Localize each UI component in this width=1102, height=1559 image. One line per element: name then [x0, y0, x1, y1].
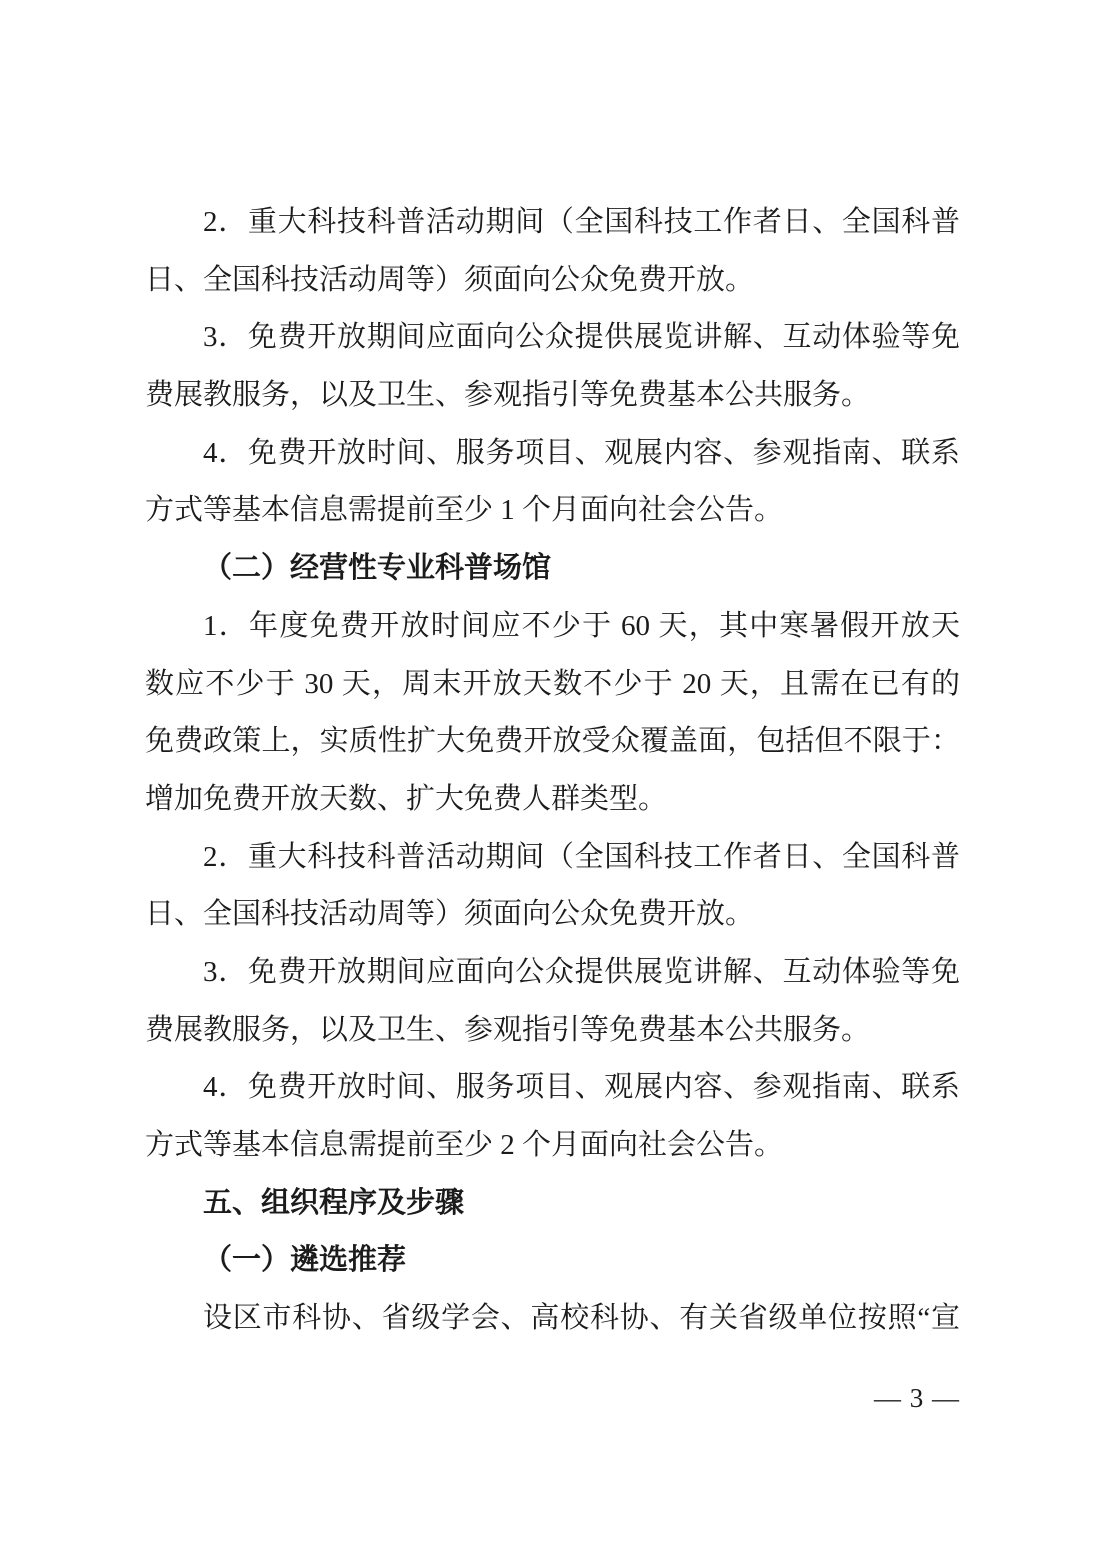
paragraph-line: 3．免费开放期间应面向公众提供展览讲解、互动体验等免	[203, 321, 960, 354]
page-number: — 3 —	[874, 1382, 960, 1413]
paragraph-line: 增加免费开放天数、扩大免费人群类型。	[145, 782, 668, 815]
paragraph-line: 设区市科协、省级学会、高校科协、有关省级单位按照“宣	[203, 1302, 960, 1335]
subsection-heading: （二）经营性专业科普场馆	[203, 552, 552, 585]
subsection-heading: （一）遴选推荐	[203, 1244, 407, 1277]
paragraph-line: 2．重大科技科普活动期间（全国科技工作者日、全国科普	[203, 840, 960, 873]
paragraph-line: 费展教服务，以及卫生、参观指引等免费基本公共服务。	[145, 379, 871, 412]
paragraph-line: 数应不少于 30 天，周末开放天数不少于 20 天，且需在已有的	[145, 667, 960, 700]
paragraph-line: 方式等基本信息需提前至少 1 个月面向社会公告。	[145, 494, 784, 527]
section-heading: 五、组织程序及步骤	[203, 1186, 465, 1219]
paragraph-line: 费展教服务，以及卫生、参观指引等免费基本公共服务。	[145, 1013, 871, 1046]
paragraph-line: 4．免费开放时间、服务项目、观展内容、参观指南、联系	[203, 436, 960, 469]
paragraph-line: 1．年度免费开放时间应不少于 60 天，其中寒暑假开放天	[203, 609, 960, 642]
paragraph-line: 免费政策上，实质性扩大免费开放受众覆盖面，包括但不限于：	[145, 725, 960, 758]
paragraph-line: 3．免费开放期间应面向公众提供展览讲解、互动体验等免	[203, 955, 960, 988]
paragraph-line: 方式等基本信息需提前至少 2 个月面向社会公告。	[145, 1129, 784, 1161]
paragraph-line: 日、全国科技活动周等）须面向公众免费开放。	[145, 898, 755, 931]
paragraph-line: 2．重大科技科普活动期间（全国科技工作者日、全国科普	[203, 206, 960, 238]
paragraph-line: 日、全国科技活动周等）须面向公众免费开放。	[145, 263, 755, 296]
paragraph-line: 4．免费开放时间、服务项目、观展内容、参观指南、联系	[203, 1071, 960, 1104]
